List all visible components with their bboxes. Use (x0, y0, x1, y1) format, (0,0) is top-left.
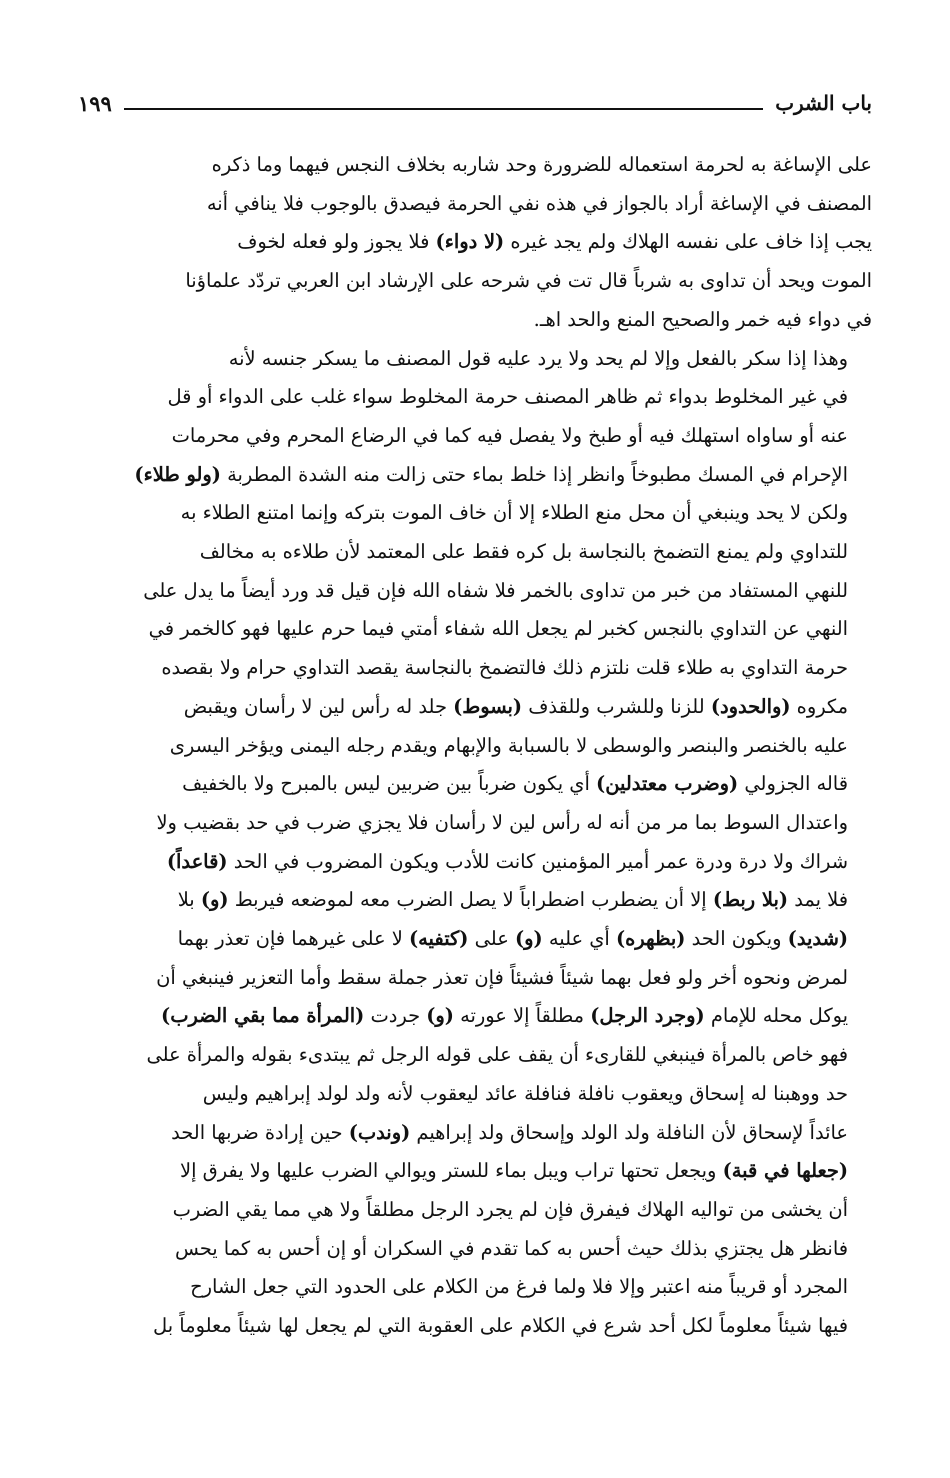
bold-term: (كتفيه) (408, 927, 469, 951)
bold-term: (ولو طلاء) (134, 462, 221, 486)
text-run: ويكون الحد (685, 927, 788, 951)
text-run: واعتدال السوط بما مر من أنه له رأس لين لا رأسان فلا يجزي ضرب في حد بقضيب ولا (156, 810, 848, 834)
paragraph (78, 146, 872, 340)
text-line (78, 378, 872, 417)
text-run: يجب إذا خاف على نفسه الهلاك ولم يجد غيره (504, 230, 872, 254)
bold-term: (وضرب معتدلين) (596, 772, 739, 796)
text-run: حرمة التداوي به طلاء قلت نلتزم ذلك فالتضمخ بالنجاسة يقصد التداوي حرام ولا بقصده (161, 656, 848, 680)
text-line (78, 765, 872, 804)
text-line (78, 843, 872, 882)
text-run: جلد له رأس لين لا رأسان ويقبض (183, 694, 454, 718)
text-run: الموت ويحد أن تداوى به شرباً قال تت في شرحه على الإرشاد ابن العربي تردّد علماؤنا (185, 269, 872, 293)
text-run: للزنا وللشرب وللقذف (522, 694, 711, 718)
text-line (78, 649, 872, 688)
text-run: مطلقاً إلا عورته (453, 1004, 591, 1028)
text-run: للنهي المستفاد من خبر من تداوى بالخمر فلا شفاه الله فإن قيل قد ورد أيضاً ما يدل على (143, 578, 848, 602)
text-line (78, 146, 872, 185)
text-run: إلا أن يضطرب اضطراباً لا يصل الضرب معه لموضعه فيربط (228, 888, 713, 912)
text-run: قاله الجزولي (738, 772, 848, 796)
text-run: حين إرادة ضربها الحد (171, 1120, 349, 1144)
text-run: لا على غيرهما فإن تعذر بهما (177, 927, 409, 951)
text-run: النهي عن التداوي بالنجس كخبر لم يجعل الله شفاء أمتي فيما حرم عليها فهو كالخمر في (148, 617, 848, 641)
running-title: باب الشرب (775, 91, 872, 115)
text-line (78, 727, 872, 766)
text-line (78, 340, 872, 379)
text-line (78, 494, 872, 533)
bold-term: (المرأة مما بقي الضرب) (161, 1004, 365, 1028)
bold-term: (وندب) (348, 1120, 411, 1144)
bold-term: (و) (514, 927, 543, 951)
text-run: المجرد أو قريباً منه اعتبر وإلا فلا ولما فرغ من الكلام على الحدود التي جعل الشارح (190, 1275, 848, 1299)
text-line (78, 1307, 872, 1346)
bold-term: (بسوط) (453, 694, 523, 718)
page-header (78, 86, 872, 120)
text-line (78, 223, 872, 262)
text-line (78, 1268, 872, 1307)
text-run: حد ووهبنا له إسحاق ويعقوب نافلة فنافلة عائد ليعقوب لأنه ولد لولد إبراهيم وليس (202, 1081, 848, 1105)
text-run: أي عليه (542, 927, 616, 951)
text-run: عليه بالخنصر والبنصر والوسطى لا بالسبابة والإبهام ويقدم رجله اليمنى ويؤخر اليسرى (169, 733, 848, 757)
text-line (78, 533, 872, 572)
text-run: فانظر هل يجتزي بذلك حيث أحس به كما تقدم في السكران أو إن أحس به كما يحس (175, 1236, 848, 1260)
text-line (78, 417, 872, 456)
text-line (78, 610, 872, 649)
text-run: ولكن لا يحد وينبغي أن محل منع الطلاء إلا أن خاف الموت بتركه وإنما امتنع الطلاء به (180, 501, 848, 525)
bold-term: (بلا ربط) (712, 888, 789, 912)
text-run: فلا يجوز ولو فعله لخوف (237, 230, 436, 254)
text-run: فهو خاص بالمرأة فينبغي للقارىء أن يقف على قوله الرجل ثم يبتدىء بقوله والمرأة على (146, 1043, 848, 1067)
paragraph (78, 340, 872, 1346)
bold-term: (بظهره) (615, 927, 686, 951)
text-run: في دواء فيه خمر والصحيح المنع والحد اهـ. (533, 307, 872, 331)
text-line (78, 185, 872, 224)
text-line (78, 959, 872, 998)
text-run: جردت (364, 1004, 427, 1028)
text-line (78, 1075, 872, 1114)
bold-term: (جعلها في قبة) (722, 1159, 848, 1183)
text-run: أن يخشى من تواليه الهلاك فيفرق فإن لم يجرد الرجل مطلقاً ولا هي مما يقي الضرب (172, 1197, 848, 1221)
text-run: لمرض ونحوه أخر ولو فعل بهما شيئاً فشيئاً فإن تعذر جملة سقط وأما التعزير فينبغي أن (156, 965, 848, 989)
bold-term: (و) (426, 1004, 454, 1028)
bold-term: (و) (200, 888, 229, 912)
text-line (78, 301, 872, 340)
text-line (78, 997, 872, 1036)
text-run: للتداوي ولم يمنع التضمخ بالنجاسة بل كره فقط على المعتمد لأن طلاءه به مخالف (199, 540, 848, 564)
text-line (78, 804, 872, 843)
text-line (78, 262, 872, 301)
text-run: في غير المخلوط بدواء ثم ظاهر المصنف حرمة المخلوط سواء غلب على الدواء أو قل (167, 385, 848, 409)
text-line (78, 1114, 872, 1153)
text-line (78, 881, 872, 920)
text-run: عنه أو ساواه استهلك فيه أو طبخ ولا يفصل فيه كما في الرضاع المحرم وفي محرمات (171, 423, 848, 447)
bold-term: (والحدود) (710, 694, 791, 718)
text-line (78, 688, 872, 727)
text-run: يوكل محله للإمام (704, 1004, 848, 1028)
bold-term: (شديد) (787, 927, 848, 951)
body-text (78, 146, 872, 1346)
bold-term: (لا دواء) (435, 230, 505, 254)
text-run: عائداً لإسحاق لأن النافلة ولد الولد وإسحاق ولد إبراهيم (410, 1120, 848, 1144)
text-run: فيها شيئاً معلوماً لكل أحد شرع في الكلام على العقوبة التي لم يجعل لها شيئاً معلوماً بل (153, 1314, 848, 1338)
text-run: وهذا إذا سكر بالفعل وإلا لم يحد ولا يرد عليه قول المصنف ما يسكر جنسه لأنه (228, 346, 848, 370)
text-run: الإحرام في المسك مطبوخاً وانظر إذا خلط بماء حتى زالت منه الشدة المطربة (220, 462, 848, 486)
text-run: على الإساغة به لحرمة استعماله للضرورة وحد شاربه بخلاف النجس فيهما وما ذكره (211, 153, 872, 176)
text-line (78, 920, 872, 959)
text-run: مكروه (790, 694, 848, 718)
text-run: أي يكون ضرباً بين ضربين ليس بالمبرح ولا بالخفيف (182, 772, 597, 796)
bold-term: (وجرد الرجل) (590, 1004, 705, 1028)
text-line (78, 572, 872, 611)
text-run: على (468, 927, 515, 951)
header-rule (124, 108, 763, 110)
text-line (78, 1191, 872, 1230)
text-line (78, 1152, 872, 1191)
text-line (78, 1036, 872, 1075)
bold-term: (قاعداً) (166, 849, 228, 873)
page-number: ١٩٩ (78, 90, 112, 116)
text-run: ويجعل تحتها تراب ويبل بماء للستر ويوالي الضرب عليها ولا يفرق إلا (180, 1159, 723, 1183)
text-line (78, 1230, 872, 1269)
text-line (78, 456, 872, 495)
text-run: شراك ولا درة ودرة عمر أمير المؤمنين كانت للأدب ويكون المضروب في الحد (227, 849, 848, 873)
text-run: بلا (177, 888, 201, 912)
text-run: المصنف في الإساغة أراد بالجواز في هذه نفي الحرمة فيصدق بالوجوب فلا ينافي أنه (206, 191, 872, 215)
text-run: فلا يمد (788, 888, 848, 912)
